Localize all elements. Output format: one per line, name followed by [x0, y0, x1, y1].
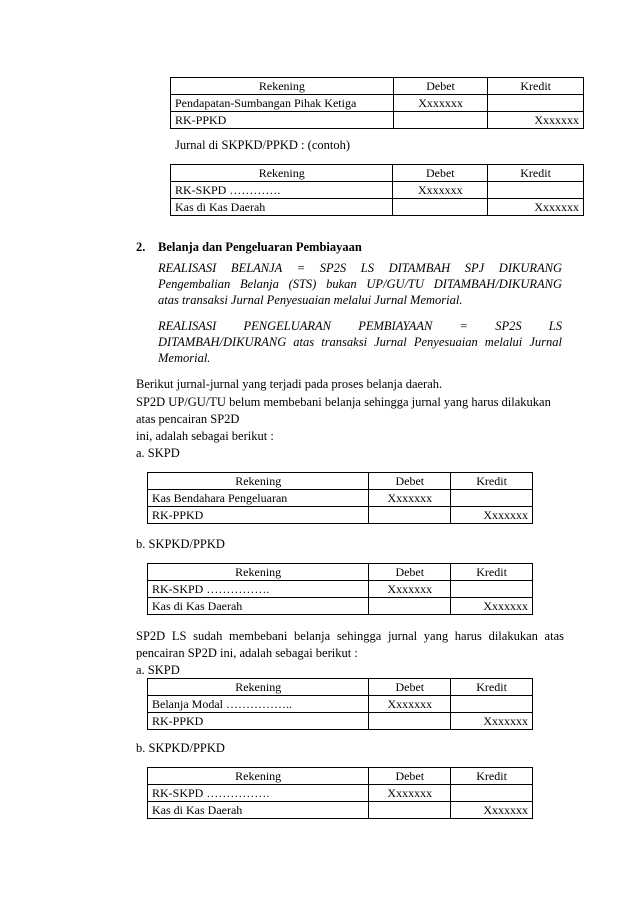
realisasi-pengeluaran-line-1: REALISASI PENGELUARAN PEMBIAYAAN = SP2S LS [158, 319, 562, 333]
header-kredit: Kredit [451, 473, 533, 490]
cell-debet: Xxxxxxx [369, 785, 451, 802]
table-row [171, 112, 584, 129]
realisasi-belanja-line-3: atas transaksi Jurnal Penyesuaian melalui Jurnal Memorial. [158, 293, 463, 307]
cell-kredit: Xxxxxxx [451, 713, 533, 730]
sub-label-b-skpkd: b. SKPKD/PPKD [136, 537, 225, 551]
table-header-row [148, 473, 533, 490]
cell-kredit: Xxxxxxx [488, 199, 584, 216]
header-rekening: Rekening [148, 564, 369, 581]
header-debet: Debet [369, 679, 451, 696]
cell-debet: Xxxxxxx [393, 95, 488, 112]
cell-kredit: Xxxxxxx [451, 802, 533, 819]
header-debet: Debet [393, 165, 488, 182]
journal-table-5 [147, 678, 533, 730]
journal-table-1 [170, 77, 584, 129]
cell-kredit [488, 182, 584, 199]
cell-rekening: RK-SKPD …………. [171, 182, 393, 199]
table-header-row [171, 165, 584, 182]
body-text-line: atas pencairan SP2D [136, 412, 240, 426]
cell-debet: Xxxxxxx [369, 490, 451, 507]
cell-debet: Xxxxxxx [393, 182, 488, 199]
cell-debet [369, 713, 451, 730]
cell-kredit [451, 696, 533, 713]
journal-table-4 [147, 563, 533, 615]
cell-kredit: Xxxxxxx [451, 598, 533, 615]
cell-kredit [451, 785, 533, 802]
cell-rekening: RK-SKPD ……………. [148, 785, 369, 802]
header-rekening: Rekening [148, 768, 369, 785]
cell-rekening: Kas Bendahara Pengeluaran [148, 490, 369, 507]
table-header-row [171, 78, 584, 95]
table-row [148, 490, 533, 507]
table-header-row [148, 768, 533, 785]
cell-debet: Xxxxxxx [369, 581, 451, 598]
header-kredit: Kredit [451, 768, 533, 785]
body-text-line: Berikut jurnal-jurnal yang terjadi pada proses belanja daerah. [136, 377, 443, 391]
table-row [148, 713, 533, 730]
cell-rekening: Belanja Modal …………….. [148, 696, 369, 713]
cell-kredit [488, 95, 584, 112]
table-row [148, 785, 533, 802]
cell-debet [369, 507, 451, 524]
cell-kredit: Xxxxxxx [451, 507, 533, 524]
table-row [148, 802, 533, 819]
body-text-line: ini, adalah sebagai berikut : [136, 429, 274, 443]
header-debet: Debet [369, 768, 451, 785]
header-debet: Debet [393, 78, 488, 95]
cell-rekening: Pendapatan-Sumbangan Pihak Ketiga [171, 95, 394, 112]
table-row [148, 696, 533, 713]
cell-debet [369, 802, 451, 819]
realisasi-pengeluaran-line-2: DITAMBAH/DIKURANG atas transaksi Jurnal Penyesuaian melalui Jurnal [158, 335, 562, 349]
cell-kredit [451, 581, 533, 598]
header-debet: Debet [369, 473, 451, 490]
table-header-row [148, 679, 533, 696]
section-title: Belanja dan Pengeluaran Pembiayaan [158, 240, 362, 254]
journal-table-6 [147, 767, 533, 819]
cell-kredit: Xxxxxxx [488, 112, 584, 129]
body-text-line: SP2D LS sudah membebani belanja sehingga jurnal yang harus dilakukan atas [136, 629, 564, 643]
cell-rekening: RK-PPKD [148, 713, 369, 730]
table-row [148, 598, 533, 615]
cell-debet [393, 199, 488, 216]
cell-rekening: RK-SKPD ……………. [148, 581, 369, 598]
cell-debet [393, 112, 488, 129]
sub-label-a-skpd: a. SKPD [136, 446, 180, 460]
jurnal-skpkd-label: Jurnal di SKPKD/PPKD : (contoh) [175, 138, 351, 152]
table-row [171, 199, 584, 216]
journal-table-2 [170, 164, 584, 216]
header-rekening: Rekening [148, 473, 369, 490]
cell-rekening: RK-PPKD [148, 507, 369, 524]
header-kredit: Kredit [451, 679, 533, 696]
sub-label-b-skpkd: b. SKPKD/PPKD [136, 741, 225, 755]
header-rekening: Rekening [148, 679, 369, 696]
header-debet: Debet [369, 564, 451, 581]
table-row [148, 507, 533, 524]
realisasi-belanja-line-2: Pengembalian Belanja (STS) bukan UP/GU/TU DITAMBAH/DIKURANG [158, 277, 562, 291]
cell-rekening: RK-PPKD [171, 112, 394, 129]
cell-debet [369, 598, 451, 615]
table-header-row [148, 564, 533, 581]
cell-kredit [451, 490, 533, 507]
header-rekening: Rekening [171, 78, 394, 95]
body-text-line: SP2D UP/GU/TU belum membebani belanja sehingga jurnal yang harus dilakukan [136, 395, 551, 409]
cell-debet: Xxxxxxx [369, 696, 451, 713]
table-row [148, 581, 533, 598]
sub-label-a-skpd: a. SKPD [136, 663, 180, 677]
header-kredit: Kredit [488, 165, 584, 182]
header-rekening: Rekening [171, 165, 393, 182]
body-text-line: pencairan SP2D ini, adalah sebagai berikut : [136, 646, 358, 660]
section-number: 2. [136, 240, 146, 254]
realisasi-pengeluaran-line-3: Memorial. [158, 351, 211, 365]
table-row [171, 182, 584, 199]
table-row [171, 95, 584, 112]
cell-rekening: Kas di Kas Daerah [171, 199, 393, 216]
cell-rekening: Kas di Kas Daerah [148, 598, 369, 615]
header-kredit: Kredit [488, 78, 584, 95]
realisasi-belanja-line-1: REALISASI BELANJA = SP2S LS DITAMBAH SPJ DIKURANG [158, 261, 562, 275]
journal-table-3 [147, 472, 533, 524]
header-kredit: Kredit [451, 564, 533, 581]
cell-rekening: Kas di Kas Daerah [148, 802, 369, 819]
